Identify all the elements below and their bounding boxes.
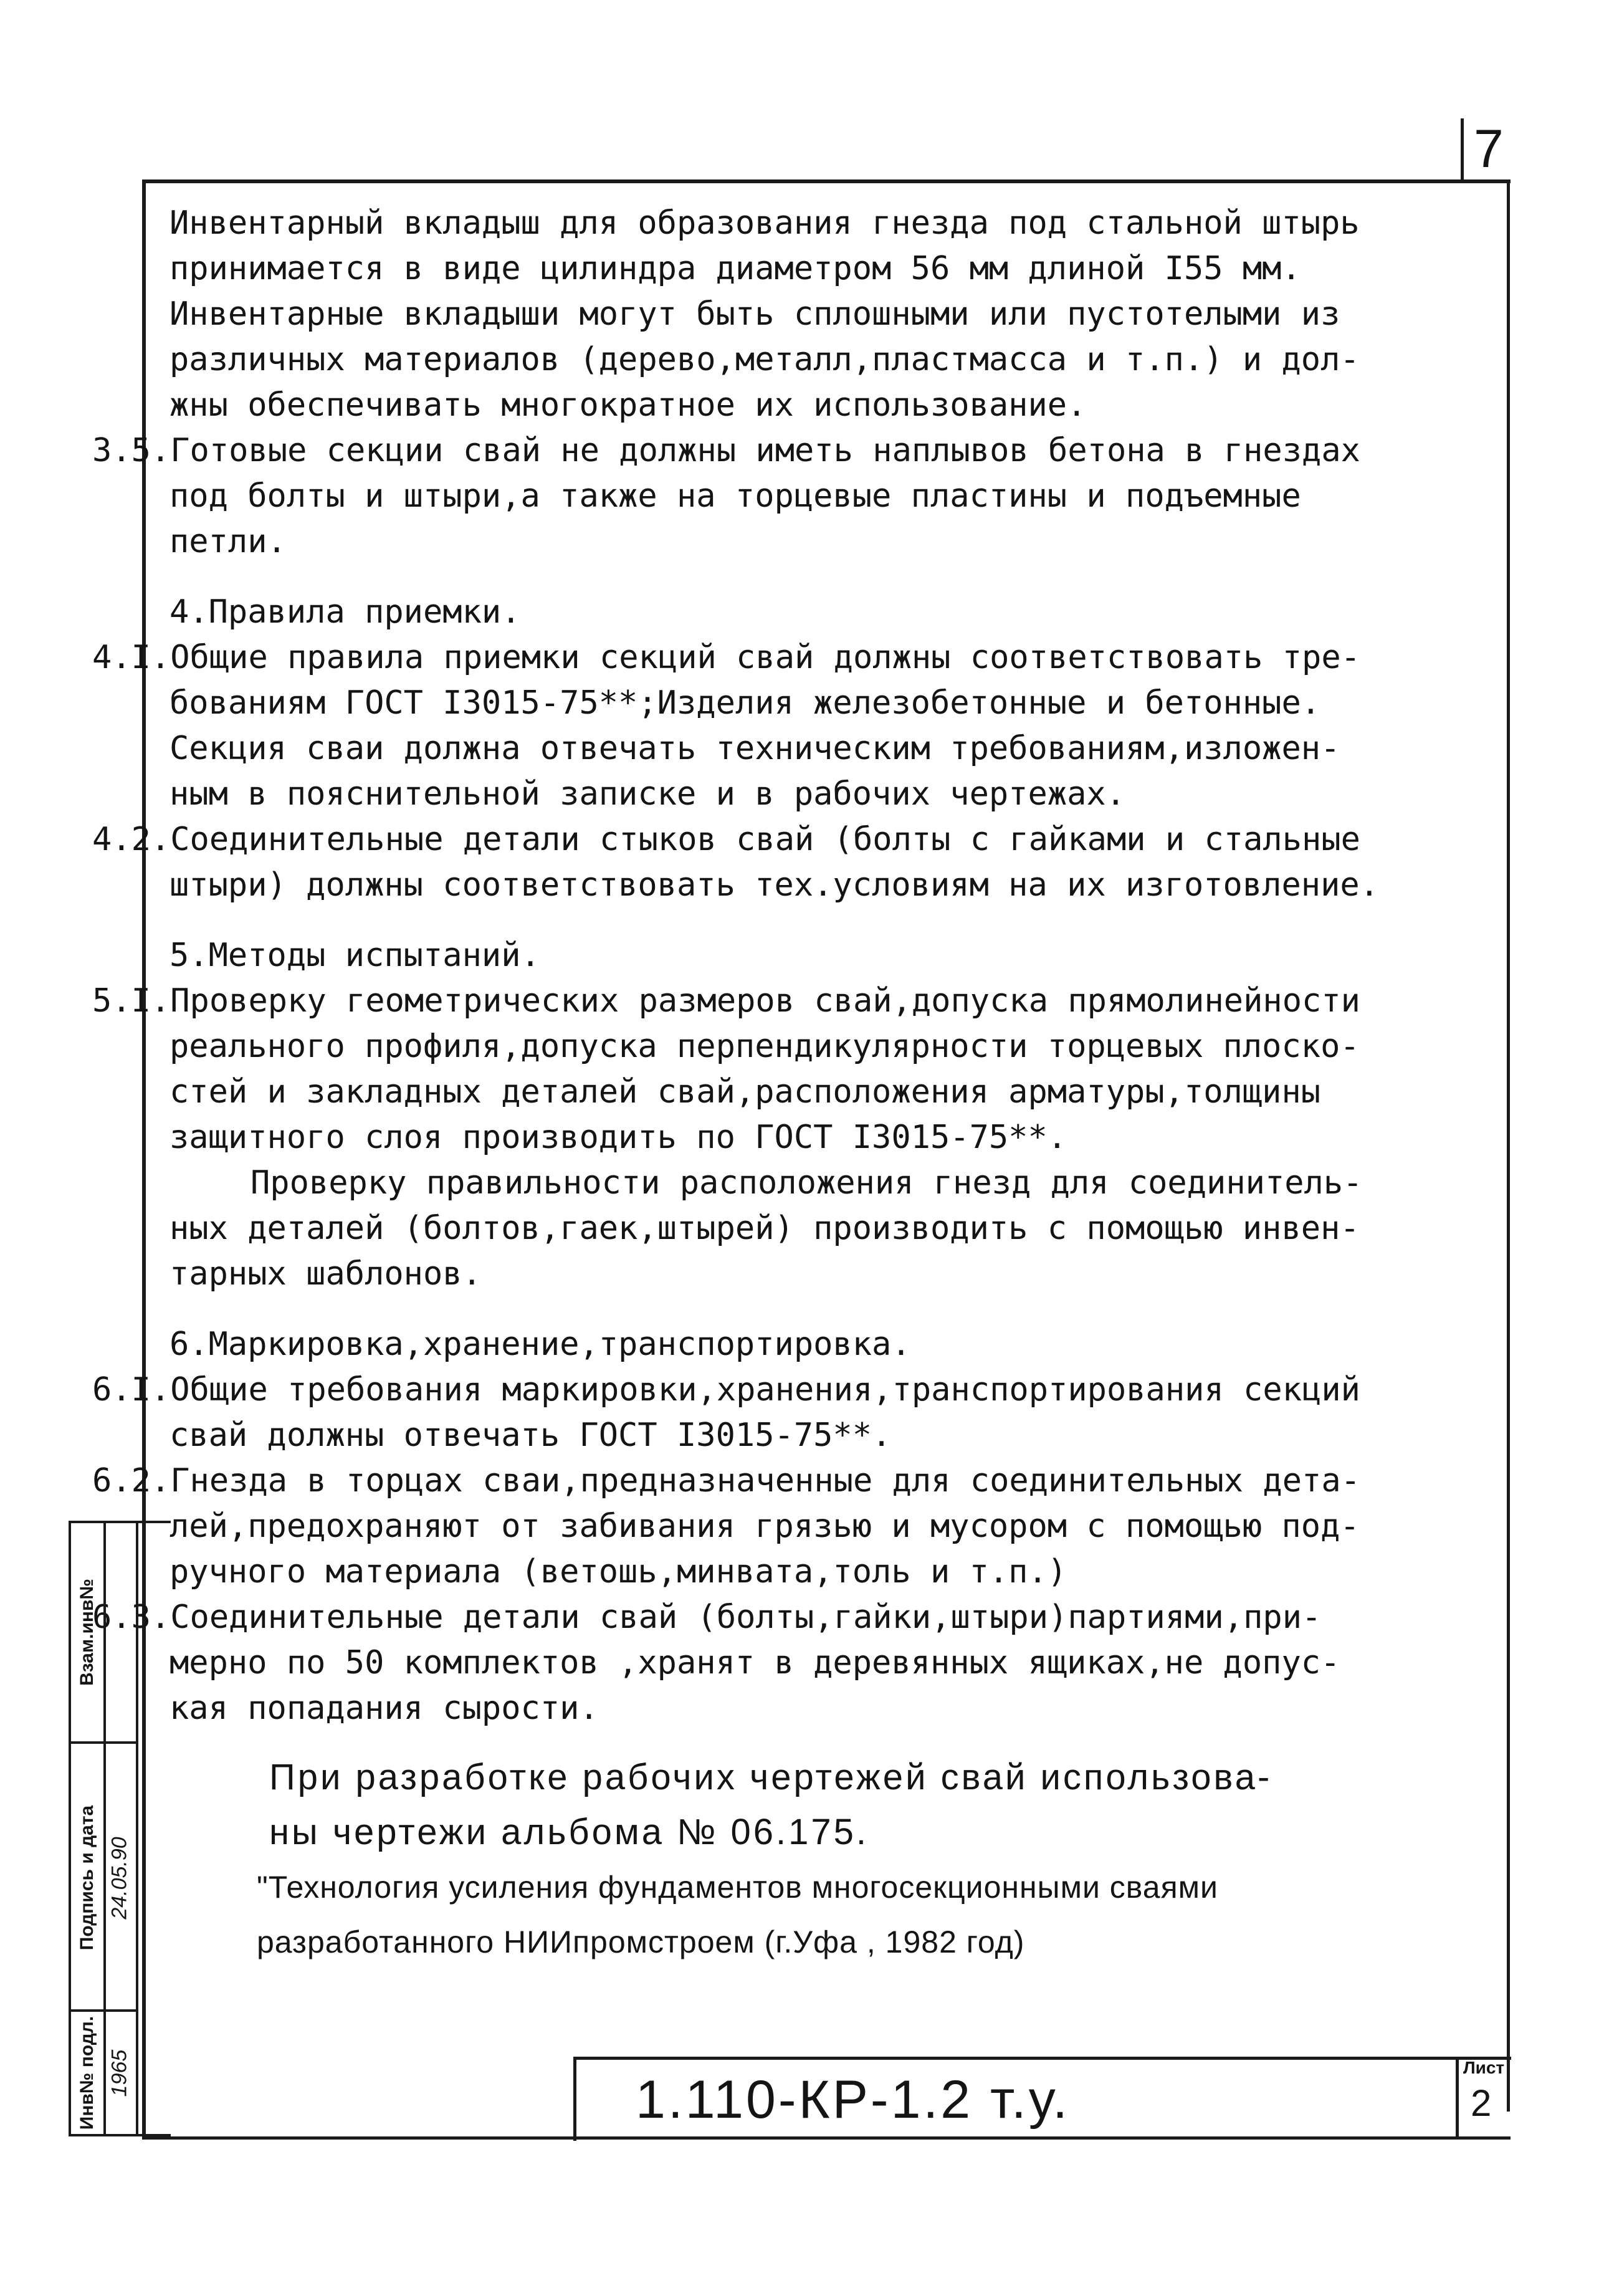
body-line: различных материалов (дерево,металл,пластмасса и т.п.) и дол- <box>169 341 1360 378</box>
body-line: защитного слоя производить по ГОСТ I3015-75**. <box>169 1119 1067 1156</box>
frame-bottom-border <box>142 2136 1511 2140</box>
handwritten-note: разработанного НИИпромстроем (г.Уфа , 1982 год) <box>257 1925 1025 1959</box>
section-6-3: 6.3.Соединительные детали свай (болты,гайки,штыри)партиями,при- <box>92 1599 1322 1636</box>
handwritten-note: ны чертежи альбома № 06.175. <box>269 1812 869 1852</box>
section-4-heading: 4.Правила приемки. <box>169 593 521 631</box>
body-line: штыри) должны соответствовать тех.условиям на их изготовление. <box>169 866 1380 904</box>
section-5-heading: 5.Методы испытаний. <box>169 937 540 974</box>
body-line: Инвентарный вкладыш для образования гнезда под стальной штырь <box>169 204 1360 242</box>
podpis-cell <box>71 1741 103 2012</box>
body-line: лей,предохраняют от забивания грязью и мусором с помощью под- <box>169 1508 1360 1545</box>
podpis-data-label: Подпись и дата <box>77 1805 98 1951</box>
vzam-inv-value-cell <box>103 1523 136 1741</box>
body-line: Проверку правильности расположения гнезд для соединитель- <box>251 1164 1363 1202</box>
body-line: бованиям ГОСТ I3015-75**;Изделия железобетонные и бетонные. <box>169 684 1321 722</box>
section-6-2: 6.2.Гнезда в торцах сваи,предназначенные для соединительных дета- <box>92 1462 1360 1500</box>
body-line: жны обеспечивать многократное их использование. <box>169 386 1087 424</box>
inv-podl-label: Инв№ подл. <box>77 2016 98 2130</box>
body-line: реального профиля,допуска перпендикулярности торцевых плоско- <box>169 1028 1360 1065</box>
inv-podl-cell <box>71 2009 103 2134</box>
body-line: принимается в виде цилиндра диаметром 56 мм длиной I55 мм. <box>169 250 1301 287</box>
section-6-heading: 6.Маркировка,хранение,транспортировка. <box>169 1326 911 1363</box>
side-label-column <box>71 1523 106 2134</box>
side-value-column <box>103 1523 138 2134</box>
podpis-value-cell <box>103 1741 136 2012</box>
section-6-1: 6.I.Общие требования маркировки,хранения,транспортирования секций <box>92 1371 1360 1409</box>
body-line: ным в пояснительной записке и в рабочих чертежах. <box>169 775 1126 813</box>
frame-top-border <box>142 179 1511 183</box>
page-number: 7 <box>1474 119 1504 179</box>
body-line: тарных шаблонов. <box>169 1255 482 1293</box>
inv-value-cell <box>103 2009 136 2134</box>
vzam-inv-cell <box>71 1523 103 1741</box>
section-5-1: 5.I.Проверку геометрических размеров свай,допуска прямолинейности <box>92 982 1360 1020</box>
body-line: под болты и штыри,а также на торцевые пластины и подъемные <box>169 477 1301 515</box>
sheet-number: 2 <box>1471 2082 1492 2124</box>
body-line: петли. <box>169 523 287 560</box>
body-line: ручного материала (ветошь,минвата,толь и т.п.) <box>169 1553 1067 1590</box>
inv-value: 1965 <box>107 2049 131 2097</box>
section-3-5: 3.5.Готовые секции свай не должны иметь наплывов бетона в гнездах <box>92 432 1360 469</box>
body-line: ных деталей (болтов,гаек,штырей) производить с помощью инвен- <box>169 1210 1360 1247</box>
frame-right-border <box>1507 179 1510 2112</box>
body-line: кая попадания сырости. <box>169 1690 599 1727</box>
body-line: мерно по 50 комплектов ,хранят в деревянных ящиках,не допус- <box>169 1644 1340 1681</box>
podpis-value: 24.05.90 <box>107 1836 131 1920</box>
sheet-label: Лист <box>1463 2058 1505 2077</box>
body-line: свай должны отвечать ГОСТ I3015-75**. <box>169 1417 892 1454</box>
archive-stamp-column <box>69 1521 171 2136</box>
section-4-1: 4.I.Общие правила приемки секций свай должны соответствовать тре- <box>92 639 1360 676</box>
document-code: 1.110-КР-1.2 т.у. <box>636 2070 1071 2130</box>
section-4-2: 4.2.Соединительные детали стыков свай (болты с гайками и стальные <box>92 821 1360 858</box>
handwritten-note: "Технология усиления фундаментов многосекционными сваями <box>257 1870 1218 1905</box>
handwritten-note: При разработке рабочих чертежей свай использова- <box>269 1757 1272 1797</box>
body-line: стей и закладных деталей свай,расположения арматуры,толщины <box>169 1073 1321 1111</box>
body-line: Секция сваи должна отвечать техническим требованиям,изложен- <box>169 730 1340 767</box>
body-line: Инвентарные вкладыши могут быть сплошными или пустотелыми из <box>169 295 1340 333</box>
vzam-inv-label: Взам.инв№ <box>77 1579 97 1686</box>
